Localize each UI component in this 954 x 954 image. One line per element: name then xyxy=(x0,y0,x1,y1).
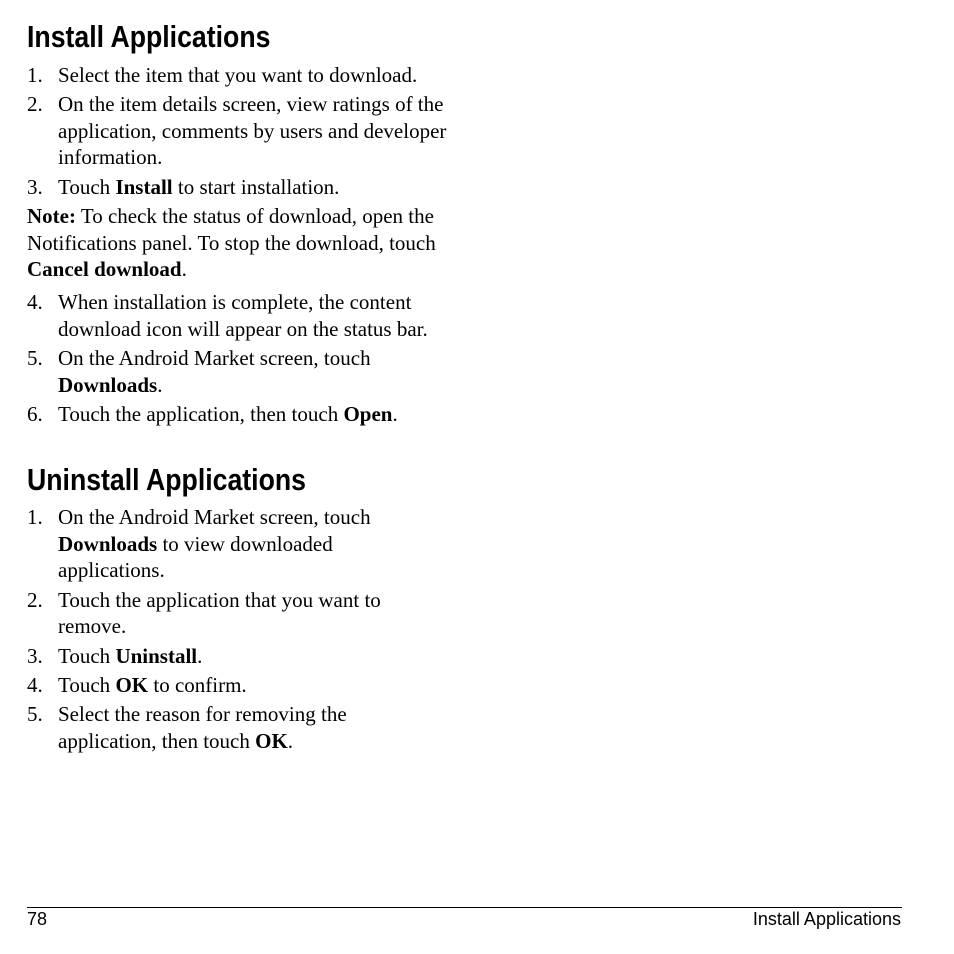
step-text-pre: On the Android Market screen, touch xyxy=(58,505,371,529)
step-number: 4. xyxy=(27,672,43,697)
step-text-pre: Touch xyxy=(58,672,116,697)
running-title: Install Applications xyxy=(752,909,901,929)
step-number: 6. xyxy=(27,402,43,426)
list-item xyxy=(27,289,457,345)
step-text-post: to confirm. xyxy=(148,672,247,697)
install-heading: Install Applications xyxy=(27,19,271,54)
note-text: To check the status of download, open the Notifications panel. To stop the download, touch xyxy=(27,204,436,255)
step-text-post: . xyxy=(157,372,163,397)
step-text-post: . xyxy=(287,728,294,753)
step-number: 1. xyxy=(27,63,43,87)
list-item xyxy=(27,174,457,203)
step-text-bold: OK xyxy=(255,728,288,753)
step-number: 3. xyxy=(27,643,43,668)
list-item xyxy=(27,643,427,672)
step-number: 3. xyxy=(27,174,43,199)
step-text-pre: Touch xyxy=(58,174,116,199)
step-text-pre: Select the reason for removing the application, then touch xyxy=(58,702,347,753)
step-text-bold: Downloads xyxy=(58,531,158,556)
install-steps-list-continued xyxy=(27,289,457,430)
note-label: Note: xyxy=(27,204,76,228)
step-text-bold: Downloads xyxy=(58,372,158,397)
step-text-post: . xyxy=(392,402,398,426)
step-text-pre: On the Android Market screen, touch xyxy=(58,346,371,370)
step-number: 1. xyxy=(27,505,43,529)
uninstall-steps-list xyxy=(27,504,427,757)
page-number: 78 xyxy=(27,909,48,929)
step-text-pre: Touch the application, then touch xyxy=(58,402,344,426)
step-number: 2. xyxy=(27,587,43,612)
step-number: 2. xyxy=(27,92,43,116)
list-item xyxy=(27,504,427,587)
step-text: Select the item that you want to download. xyxy=(58,63,418,87)
install-note xyxy=(27,203,447,283)
list-item xyxy=(27,91,457,174)
list-item xyxy=(27,345,457,401)
list-item xyxy=(27,401,457,430)
step-text: On the item details screen, view ratings of the application, comments by users and developer information. xyxy=(58,92,447,169)
step-number: 5. xyxy=(27,346,43,370)
step-text-bold: OK xyxy=(115,672,149,697)
list-item xyxy=(27,672,427,702)
step-text-post: to start installation. xyxy=(172,174,340,199)
step-text-post: to view downloaded applications. xyxy=(58,531,333,582)
install-steps-list xyxy=(27,62,457,203)
note-bold: Cancel download xyxy=(27,257,182,281)
step-text-bold: Open xyxy=(343,402,393,426)
step-text-bold: Uninstall xyxy=(115,643,198,668)
step-number: 4. xyxy=(27,290,43,314)
step-number: 5. xyxy=(27,702,43,726)
step-text: When installation is complete, the content download icon will appear on the status bar. xyxy=(58,290,428,341)
step-text-post: . xyxy=(197,643,203,668)
list-item xyxy=(27,587,427,643)
step-text-pre: Touch xyxy=(58,643,116,668)
uninstall-heading: Uninstall Applications xyxy=(27,462,306,497)
list-item xyxy=(27,701,427,757)
list-item xyxy=(27,62,457,91)
step-text-bold: Install xyxy=(115,174,173,199)
note-post: . xyxy=(181,257,187,281)
step-text: Touch the application that you want to remove. xyxy=(58,587,381,638)
